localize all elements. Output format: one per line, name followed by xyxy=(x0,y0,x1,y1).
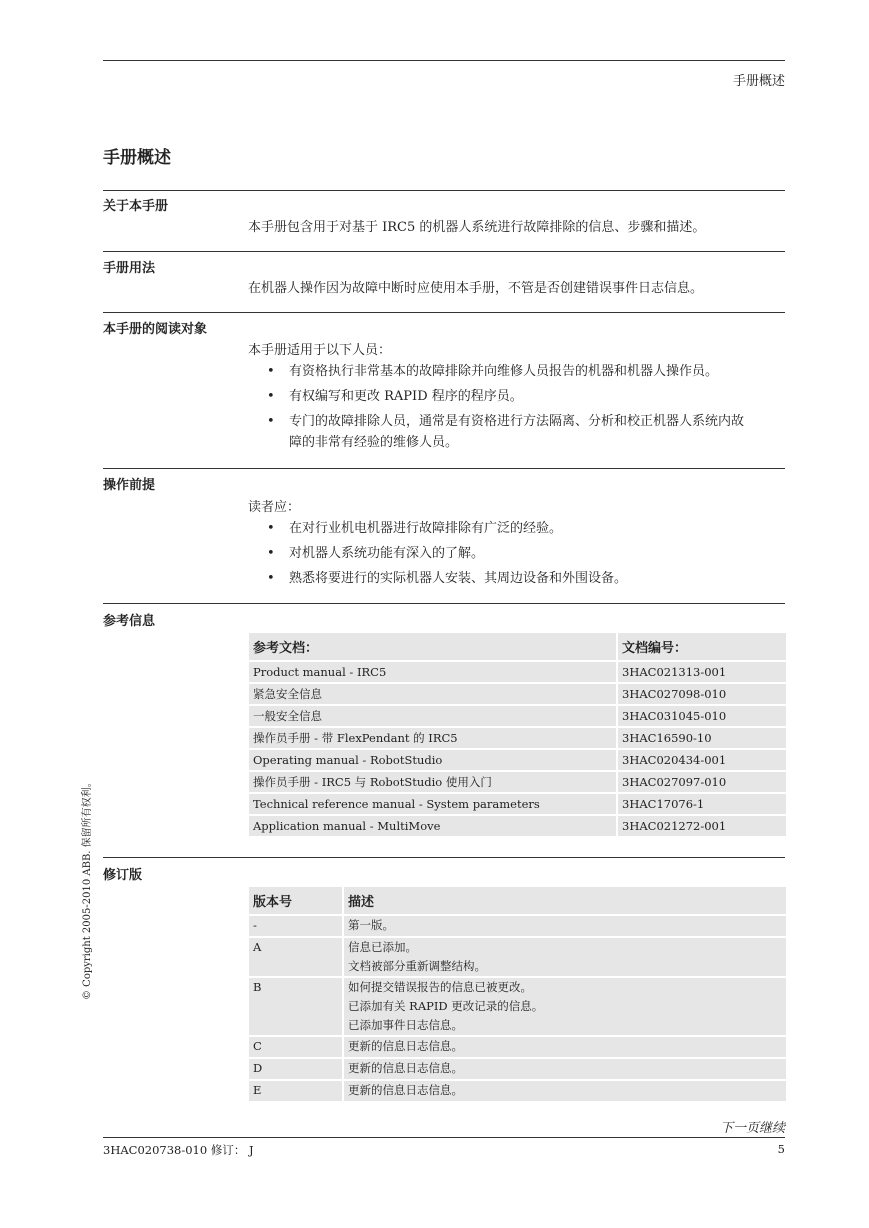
table-row xyxy=(249,706,786,726)
about-text: 本手册包含用于对基于 IRC5 的机器人系统进行故障排除的信息、步骤和描述。 xyxy=(248,220,706,235)
document-number: 3HAC020434-001 xyxy=(618,750,786,770)
audience-intro: 本手册适用于以下人员： xyxy=(248,343,392,358)
table-header-row xyxy=(249,887,786,914)
table-header-row xyxy=(249,633,786,660)
section-label-about: 关于本手册 xyxy=(103,199,169,214)
document-title: Operating manual - RobotStudio xyxy=(249,750,616,770)
column-header-document: 参考文档： xyxy=(249,633,616,660)
page-number: 5 xyxy=(777,1142,785,1156)
section-label-usage: 手册用法 xyxy=(103,261,156,276)
list-item: • 有资格执行非常基本的故障排除并向维修人员报告的机器和机器人操作员。 xyxy=(248,361,788,382)
list-item: • 在对行业机电机器进行故障排除有广泛的经验。 xyxy=(248,518,788,539)
prerequisites-intro: 读者应： xyxy=(248,500,301,515)
revision-line: 更新的信息日志信息。 xyxy=(348,1083,463,1097)
document-title: 操作员手册 - IRC5 与 RobotStudio 使用入门 xyxy=(249,772,616,792)
document-number: 3HAC17076-1 xyxy=(618,794,786,814)
document-number: 3HAC021313-001 xyxy=(618,662,786,682)
section-label-revisions: 修订版 xyxy=(103,868,143,883)
running-header: 手册概述 xyxy=(732,74,785,89)
footer-rule xyxy=(103,1137,785,1138)
revision-version: E xyxy=(249,1081,342,1101)
document-number: 3HAC16590-10 xyxy=(618,728,786,748)
list-item: • 有权编写和更改 RAPID 程序的程序员。 xyxy=(248,386,788,407)
footer-doc-id: 3HAC020738-010 修订： J xyxy=(103,1143,254,1157)
revision-description xyxy=(344,938,786,976)
document-number: 3HAC027098-010 xyxy=(618,684,786,704)
revision-version: A xyxy=(249,938,342,976)
table-row xyxy=(249,938,786,976)
revision-line: 第一版。 xyxy=(348,918,394,932)
list-item: • 熟悉将要进行的实际机器人安装、其周边设备和外围设备。 xyxy=(248,568,788,589)
revision-description xyxy=(344,916,786,936)
list-item: • 专门的故障排除人员，通常是有资格进行方法隔离、分析和校正机器人系统内故障的非常有经验的维修人员。 xyxy=(248,411,747,453)
table-row xyxy=(249,772,786,792)
section-rule xyxy=(103,603,785,604)
table-row xyxy=(249,662,786,682)
table-row xyxy=(249,1059,786,1079)
revision-description xyxy=(344,1081,786,1101)
usage-text: 在机器人操作因为故障中断时应使用本手册，不管是否创建错误事件日志信息。 xyxy=(248,281,704,296)
document-number: 3HAC021272-001 xyxy=(618,816,786,836)
list-item: • 对机器人系统功能有深入的了解。 xyxy=(248,543,788,564)
revision-description xyxy=(344,1059,786,1079)
section-label-references: 参考信息 xyxy=(103,614,156,629)
audience-list xyxy=(248,361,788,457)
revision-version: B xyxy=(249,978,342,1035)
table-row xyxy=(249,794,786,814)
revision-description xyxy=(344,978,786,1035)
copyright-notice: © Copyright 2005-2010 ABB. 保留所有权利。 xyxy=(82,777,93,1000)
table-row xyxy=(249,1081,786,1101)
document-number: 3HAC027097-010 xyxy=(618,772,786,792)
revision-line: 已添加有关 RAPID 更改记录的信息。 xyxy=(348,999,544,1013)
revision-line: 更新的信息日志信息。 xyxy=(348,1061,463,1075)
revision-line: 文档被部分重新调整结构。 xyxy=(348,959,486,973)
prerequisites-list xyxy=(248,518,788,593)
table-row xyxy=(249,816,786,836)
references-table xyxy=(247,631,788,838)
section-rule xyxy=(103,190,785,191)
table-row xyxy=(249,750,786,770)
document-title: 一般安全信息 xyxy=(249,706,616,726)
document-title: Product manual - IRC5 xyxy=(249,662,616,682)
column-header-number: 文档编号： xyxy=(618,633,786,660)
revision-line: 信息已添加。 xyxy=(348,940,417,954)
table-row xyxy=(249,728,786,748)
section-label-prerequisites: 操作前提 xyxy=(103,478,156,493)
continued-note: 下一页继续 xyxy=(719,1121,785,1136)
document-title: Technical reference manual - System parameters xyxy=(249,794,616,814)
section-rule xyxy=(103,857,785,858)
document-title: 操作员手册 - 带 FlexPendant 的 IRC5 xyxy=(249,728,616,748)
revision-version: C xyxy=(249,1037,342,1057)
section-rule xyxy=(103,312,785,313)
revision-line: 如何提交错误报告的信息已被更改。 xyxy=(348,980,532,994)
revision-version: D xyxy=(249,1059,342,1079)
revision-line: 更新的信息日志信息。 xyxy=(348,1039,463,1053)
document-number: 3HAC031045-010 xyxy=(618,706,786,726)
document-title: Application manual - MultiMove xyxy=(249,816,616,836)
page-title: 手册概述 xyxy=(103,148,171,168)
column-header-description: 描述 xyxy=(344,887,786,914)
revision-version: - xyxy=(249,916,342,936)
document-title: 紧急安全信息 xyxy=(249,684,616,704)
revision-description xyxy=(344,1037,786,1057)
table-row xyxy=(249,684,786,704)
table-row xyxy=(249,916,786,936)
table-row xyxy=(249,978,786,1035)
revision-line: 已添加事件日志信息。 xyxy=(348,1018,463,1032)
header-rule xyxy=(103,60,785,61)
revisions-table xyxy=(247,885,788,1103)
section-label-audience: 本手册的阅读对象 xyxy=(103,322,208,337)
column-header-version: 版本号 xyxy=(249,887,342,914)
section-rule xyxy=(103,251,785,252)
section-rule xyxy=(103,468,785,469)
table-row xyxy=(249,1037,786,1057)
